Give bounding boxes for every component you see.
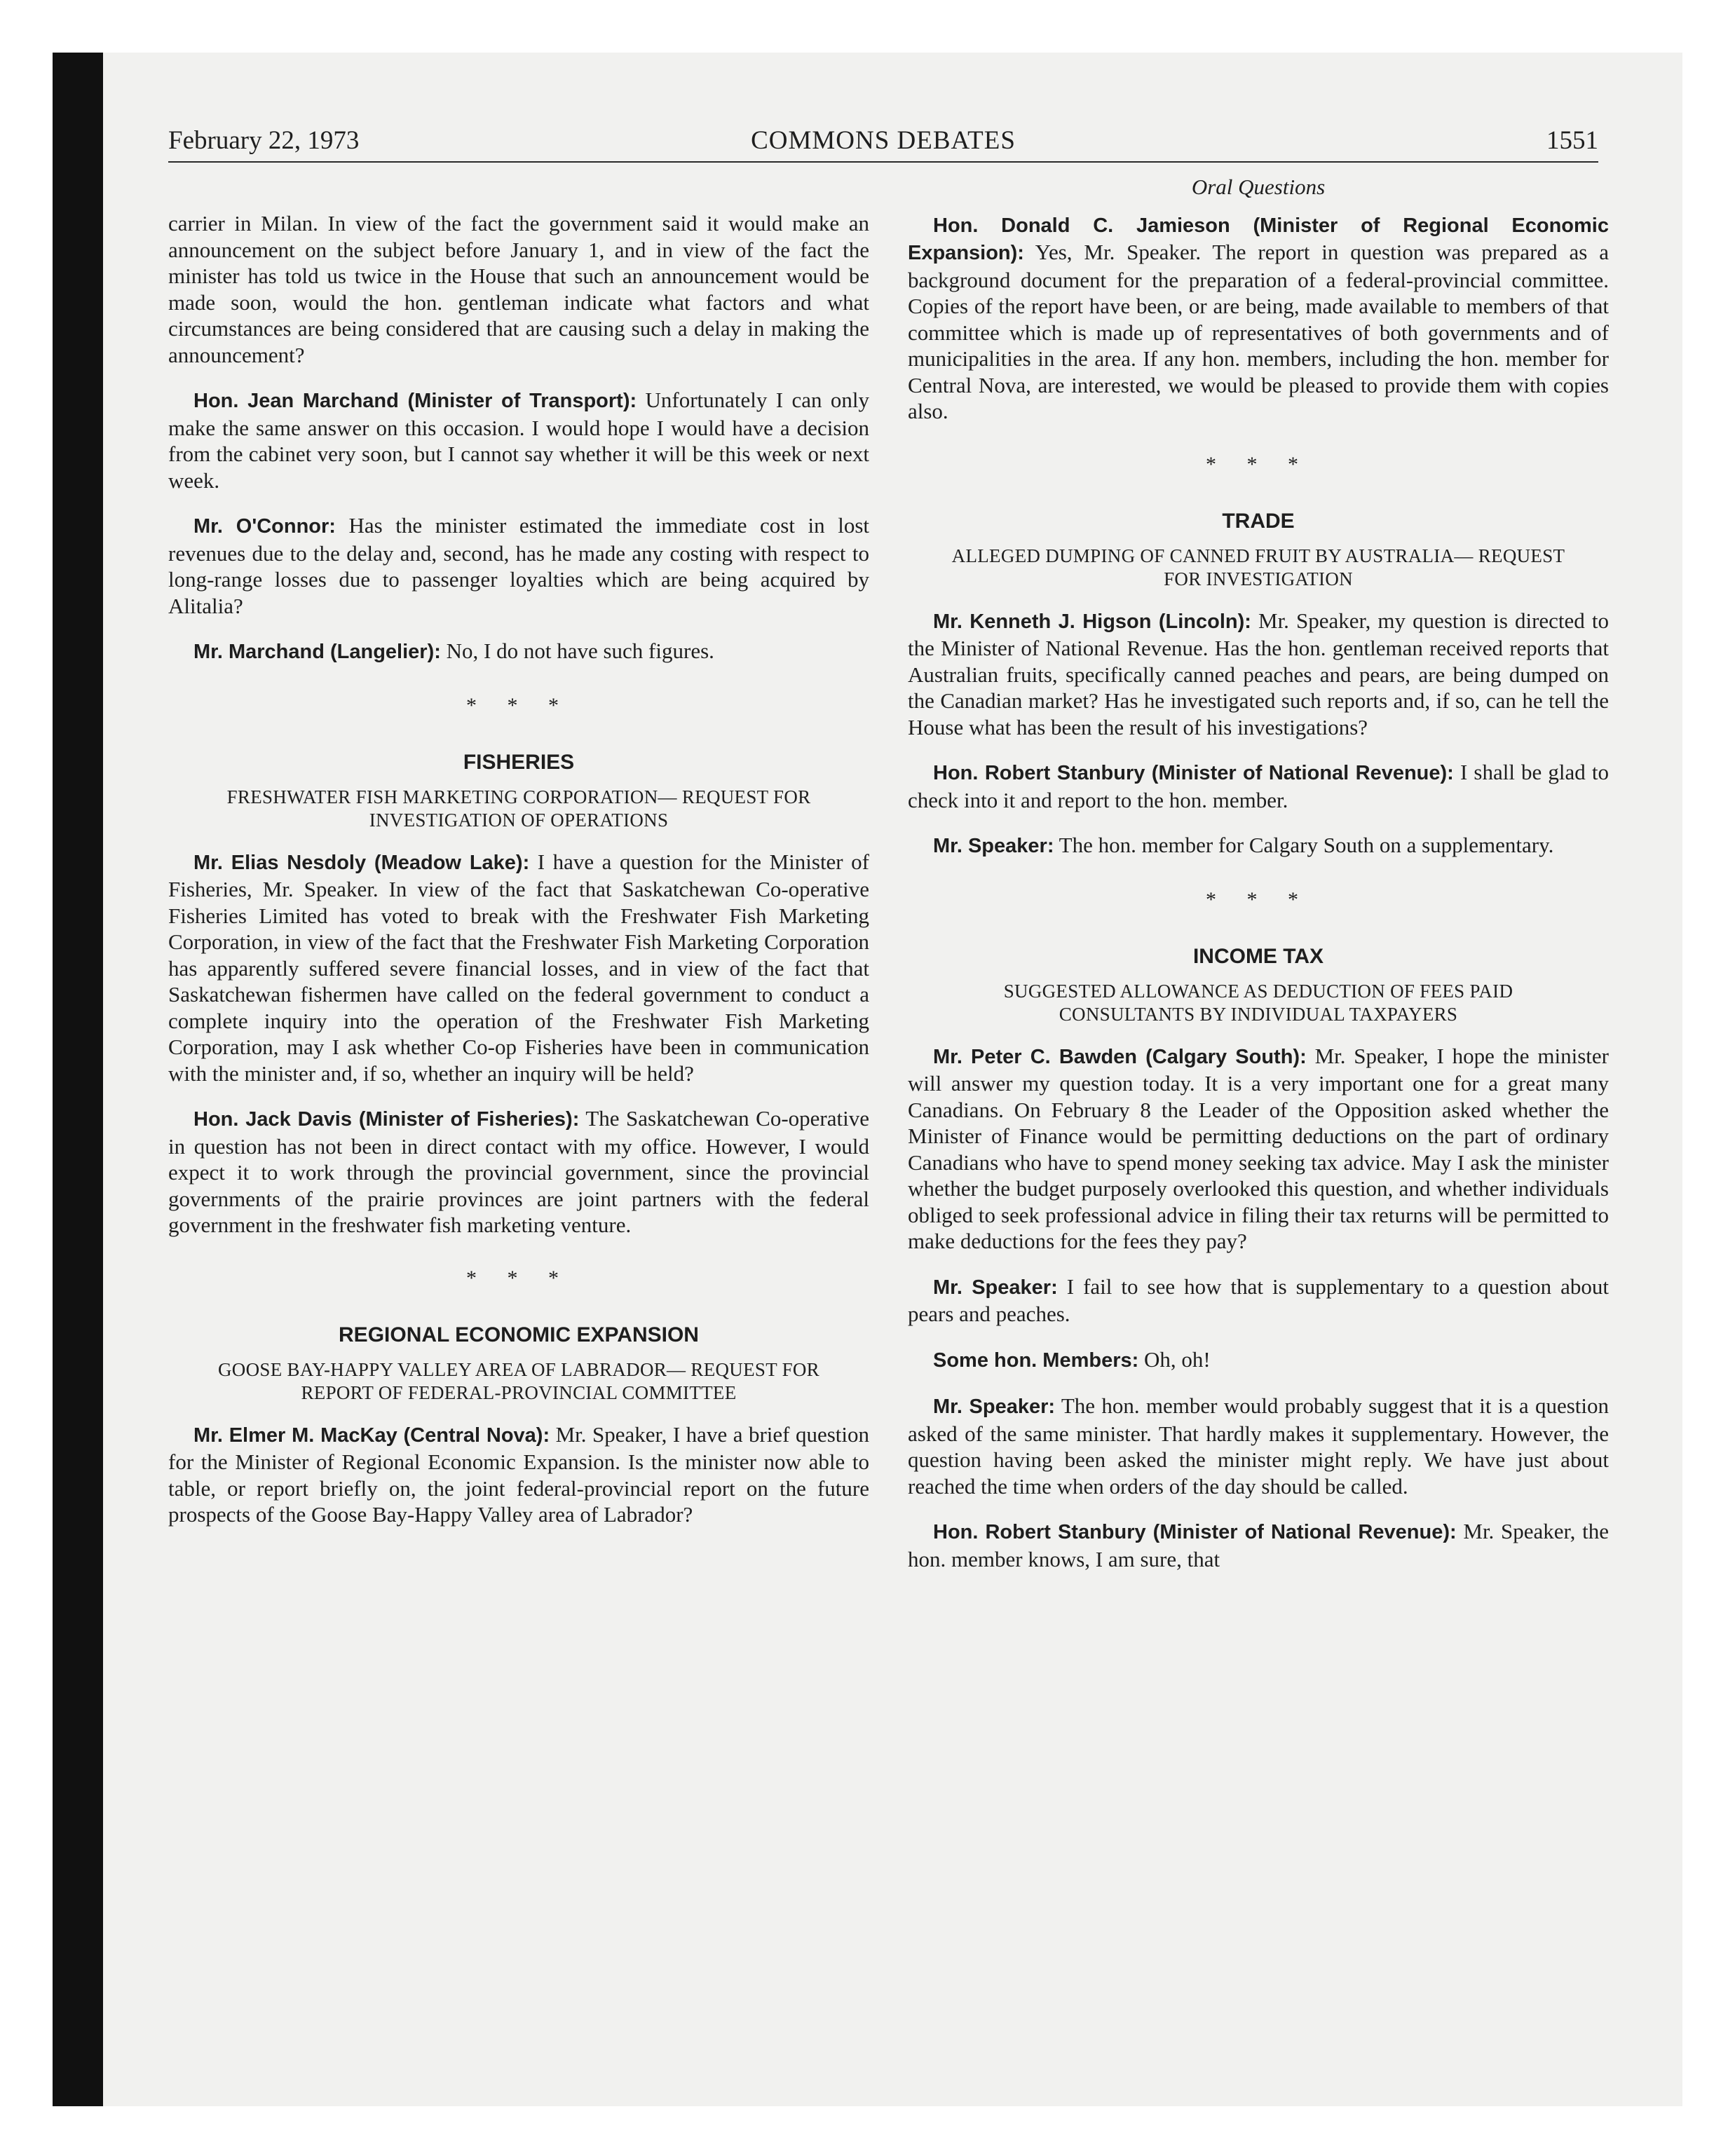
speaker-name: Mr. Speaker: — [933, 835, 1054, 857]
paragraph-text: I fail to see how that is supplementary to a question about pears and peaches. — [908, 1274, 1609, 1326]
right-column — [908, 174, 1609, 1591]
section-title: REGIONAL ECONOMIC EXPANSION — [339, 1323, 699, 1346]
left-column — [168, 210, 869, 1547]
section-separator: * * * — [466, 1266, 571, 1290]
section-separator: * * * — [466, 693, 571, 717]
scan-edge-bar — [53, 53, 103, 2106]
speaker-name: Hon. Robert Stanbury (Minister of National Revenue): — [933, 1521, 1457, 1543]
paragraph — [168, 638, 869, 666]
paragraph — [908, 608, 1609, 741]
speaker-name: Some hon. Members: — [933, 1349, 1139, 1372]
paragraph — [168, 512, 869, 619]
page-header — [168, 125, 1598, 163]
speaker-name: Mr. Marchand (Langelier): — [193, 641, 441, 663]
paragraph-text: Yes, Mr. Speaker. The report in question was prepared as a background document for the preparation of a federal-provincial committee. Copies of the report have been, or are being, made available to members of that committee which is made up of representatives of both governments and of municipalities in the area. If any hon. members, including the hon. member for Central Nova, are interested, we would be pleased to provide them with copies also. — [908, 240, 1609, 423]
header-title: COMMONS DEBATES — [751, 126, 1016, 155]
page-number: 1551 — [1546, 126, 1598, 155]
speaker-name: Hon. Donald C. Jamieson (Minister of Regional Economic Expansion): — [908, 214, 1609, 264]
section-separator: * * * — [1206, 887, 1311, 911]
speaker-name: Mr. Kenneth J. Higson (Lincoln): — [933, 610, 1251, 633]
paragraph-text: carrier in Milan. In view of the fact the government said it would make an announcement on the subject before January 1, and in view of the fact the minister has told us twice in the House that such an announcement would be made soon, would the hon. gentleman indicate what factors and what circumstances are being considered that are causing such a delay in making the announcement? — [168, 211, 869, 367]
paragraph-text: Oh, oh! — [1138, 1346, 1211, 1372]
paragraph — [908, 1393, 1609, 1499]
speaker-name: Mr. Elias Nesdoly (Meadow Lake): — [193, 851, 530, 874]
paragraph-text: Mr. Speaker, I hope the minister will answer my question today. It is a very important one for a great many Canadians. On February 8 the Leader of the Opposition asked whether the Minister of Finance would be permitting deductions on the part of ordinary Canadians who have to spend money seeking tax advice. May I ask the minister whether the budget purposely overlooked this question, and whether individuals obliged to seek professional advice in filing their tax returns will be permitted to make deductions for the fees they pay? — [908, 1043, 1609, 1253]
paragraph — [168, 210, 869, 368]
paragraph — [168, 387, 869, 493]
paragraph-text: Unfortunately I can only make the same answer on this occasion. I would hope I would have a decision from the cabinet very soon, but I cannot say whether it will be this week or next week. — [168, 388, 869, 493]
speaker-name: Mr. Peter C. Bawden (Calgary South): — [933, 1045, 1307, 1068]
paragraph-text: Mr. Speaker, my question is directed to the Minister of National Revenue. Has the hon. gentleman received reports that Australian fruits, specifically canned peaches and pears, are being dumped on the Canadian market? Has he investigated such reports and, if so, can he tell the House what has been the result of his investigations? — [908, 608, 1609, 739]
paragraph — [908, 759, 1609, 813]
paragraph — [168, 849, 869, 1087]
paragraph — [908, 212, 1609, 425]
paragraph — [908, 1043, 1609, 1255]
paragraph — [168, 1421, 869, 1528]
running-head: Oral Questions — [1191, 175, 1326, 199]
paragraph — [908, 1518, 1609, 1572]
speaker-name: Mr. Speaker: — [933, 1276, 1058, 1299]
section-subtitle: SUGGESTED ALLOWANCE AS DEDUCTION OF FEES PAID CONSULTANTS BY INDIVIDUAL TAXPAYERS — [1003, 980, 1513, 1025]
paragraph-text: The Saskatchewan Co-operative in question has not been in direct contact with my office. However, I would expect it to work through the provincial government, since the provincial governments of the prairie provinces are joint partners with the federal government in the freshwater fish marketing venture. — [168, 1106, 869, 1237]
paragraph-text: Mr. Speaker, the hon. member knows, I am sure, that — [908, 1519, 1609, 1571]
paragraph — [908, 1274, 1609, 1328]
paragraph-text: No, I do not have such figures. — [440, 639, 714, 663]
section-subtitle: ALLEGED DUMPING OF CANNED FRUIT BY AUSTRALIA— REQUEST FOR INVESTIGATION — [951, 545, 1565, 589]
section-subtitle: GOOSE BAY-HAPPY VALLEY AREA OF LABRADOR— REQUEST FOR REPORT OF FEDERAL-PROVINCIAL COMMITTEE — [218, 1358, 819, 1403]
paragraph-text: Has the minister estimated the immediate cost in lost revenues due to the delay and, second, has he made any costing with respect to long-range losses due to passenger loyalties which are being acquired by Alitalia? — [168, 513, 870, 618]
paragraph-text: I have a question for the Minister of Fisheries, Mr. Speaker. In view of the fact that Saskatchewan Co-operative Fisheries Limited has voted to break with the Freshwater Fish Marketing Corporation, in view of the fact that the Freshwater Fish Marketing Corporation has apparently suffered severe financial losses, and in view of the fact that Saskatchewan fishermen have called on the federal government to conduct a complete inquiry into the operation of the Freshwater Fish Marketing Corporation, may I ask whether Co-op Fisheries have been in communication with the minister and, if so, whether an inquiry will be held? — [168, 849, 869, 1086]
paragraph-text: I shall be glad to check into it and report to the hon. member. — [908, 760, 1610, 812]
section-separator: * * * — [1206, 452, 1311, 476]
paragraph-text: The hon. member for Calgary South on a supplementary. — [1054, 833, 1554, 857]
speaker-name: Hon. Jack Davis (Minister of Fisheries): — [193, 1108, 580, 1131]
paragraph-text: Mr. Speaker, I have a brief question for the Minister of Regional Economic Expansion. Is the minister now able to table, or report briefly on, the joint federal-provincial report on the future prospects of the Goose Bay-Happy Valley area of Labrador? — [168, 1421, 869, 1527]
section-subtitle: FRESHWATER FISH MARKETING CORPORATION— REQUEST FOR INVESTIGATION OF OPERATIONS — [226, 786, 811, 831]
paragraph — [908, 1346, 1609, 1374]
paragraph — [168, 1105, 869, 1239]
speaker-name: Mr. Speaker: — [933, 1396, 1056, 1418]
speaker-name: Mr. Elmer M. MacKay (Central Nova): — [193, 1424, 550, 1447]
speaker-name: Hon. Robert Stanbury (Minister of National Revenue): — [933, 762, 1454, 784]
paragraph-text: The hon. member would probably suggest that it is a question asked of the same minister. That hardly makes it supplementary. However, the question having been asked the minister might reply. We have just about reached the time when orders of the day should be called. — [908, 1393, 1610, 1499]
speaker-name: Hon. Jean Marchand (Minister of Transport): — [193, 390, 637, 412]
section-title: FISHERIES — [463, 751, 575, 774]
speaker-name: Mr. O'Connor: — [193, 515, 336, 538]
header-date: February 22, 1973 — [168, 126, 360, 155]
section-title: TRADE — [1222, 510, 1295, 533]
section-title: INCOME TAX — [1192, 945, 1324, 968]
paragraph — [908, 832, 1609, 860]
